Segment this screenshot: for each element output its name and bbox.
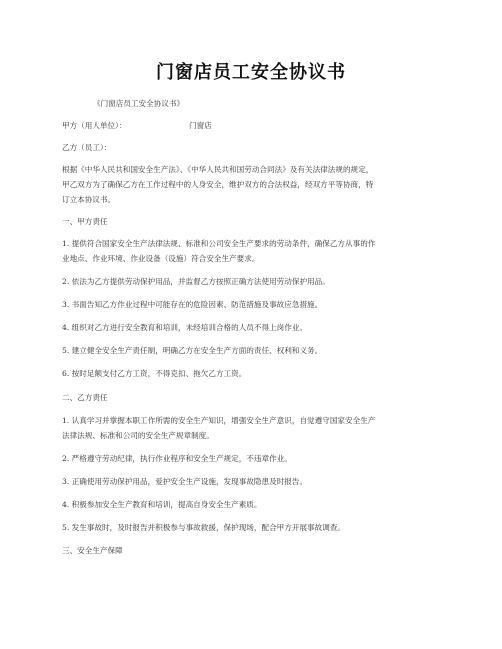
clause-line: 4. 积极参加安全生产教育和培训，提高自身安全生产素质。: [62, 500, 262, 509]
section-heading: 一、甲方责任: [62, 217, 108, 226]
clause-line: 1. 认真学习并掌握本职工作所需的安全生产知识，增强安全生产意识，自觉遵守国家安全生产: [62, 416, 376, 425]
party-a-value: 门窗店: [189, 121, 212, 130]
document-title: 门窗店员工安全协议书: [156, 62, 346, 83]
clause-line: 3. 书面告知乙方作业过程中可能存在的危险因素、防范措施及事故应急措施。: [62, 300, 323, 309]
clause-line: 2. 依法为乙方提供劳动保护用品，并监督乙方按照正确方法使用劳动保护用品。: [62, 277, 330, 286]
clause-line: 3. 正确使用劳动保护用品，爱护安全生产设施，发现事故隐患及时报告。: [62, 477, 308, 486]
clause-line: 业地点、作业环境、作业设备（设施）符合安全生产要求。: [62, 254, 260, 263]
section-heading: 二、乙方责任: [62, 393, 108, 402]
clause-line: 4. 组织对乙方进行安全教育和培训，未经培训合格的人员不得上岗作业。: [62, 323, 308, 332]
intro-line: 根据《中华人民共和国安全生产法》、《中华人民共和国劳动合同法》及有关法律法规的规定，: [62, 165, 374, 174]
clause-line: 2. 严格遵守劳动纪律，执行作业程序和安全生产规定，不违章作业。: [62, 454, 292, 463]
document-reference: 《门窗店员工安全协议书》: [93, 99, 185, 108]
clause-line: 法律法规、标准和公司的安全生产规章制度。: [62, 431, 214, 440]
section-heading: 三、安全生产保障: [62, 546, 123, 555]
party-a-line: [62, 118, 447, 133]
party-a-label: 甲方（用人单位）：: [62, 121, 127, 130]
intro-line: 甲乙双方为了确保乙方在工作过程中的人身安全，维护双方的合法权益，经双方平等协商，特: [62, 180, 374, 189]
party-b-label: 乙方（员工）：: [62, 143, 112, 152]
clause-line: 5. 建立健全安全生产责任制，明确乙方在安全生产方面的责任、权利和义务。: [62, 346, 323, 355]
clause-line: 1. 提供符合国家安全生产法律法规、标准和公司安全生产要求的劳动条件，确保乙方从事的作: [62, 239, 376, 248]
clause-line: 5. 发生事故时，及时报告并积极参与事故救援，保护现场，配合甲方开展事故调查。: [62, 523, 346, 532]
clause-line: 6. 按时足额支付乙方工资，不得克扣、拖欠乙方工资。: [62, 369, 247, 378]
intro-line: 订立本协议书。: [62, 195, 116, 204]
